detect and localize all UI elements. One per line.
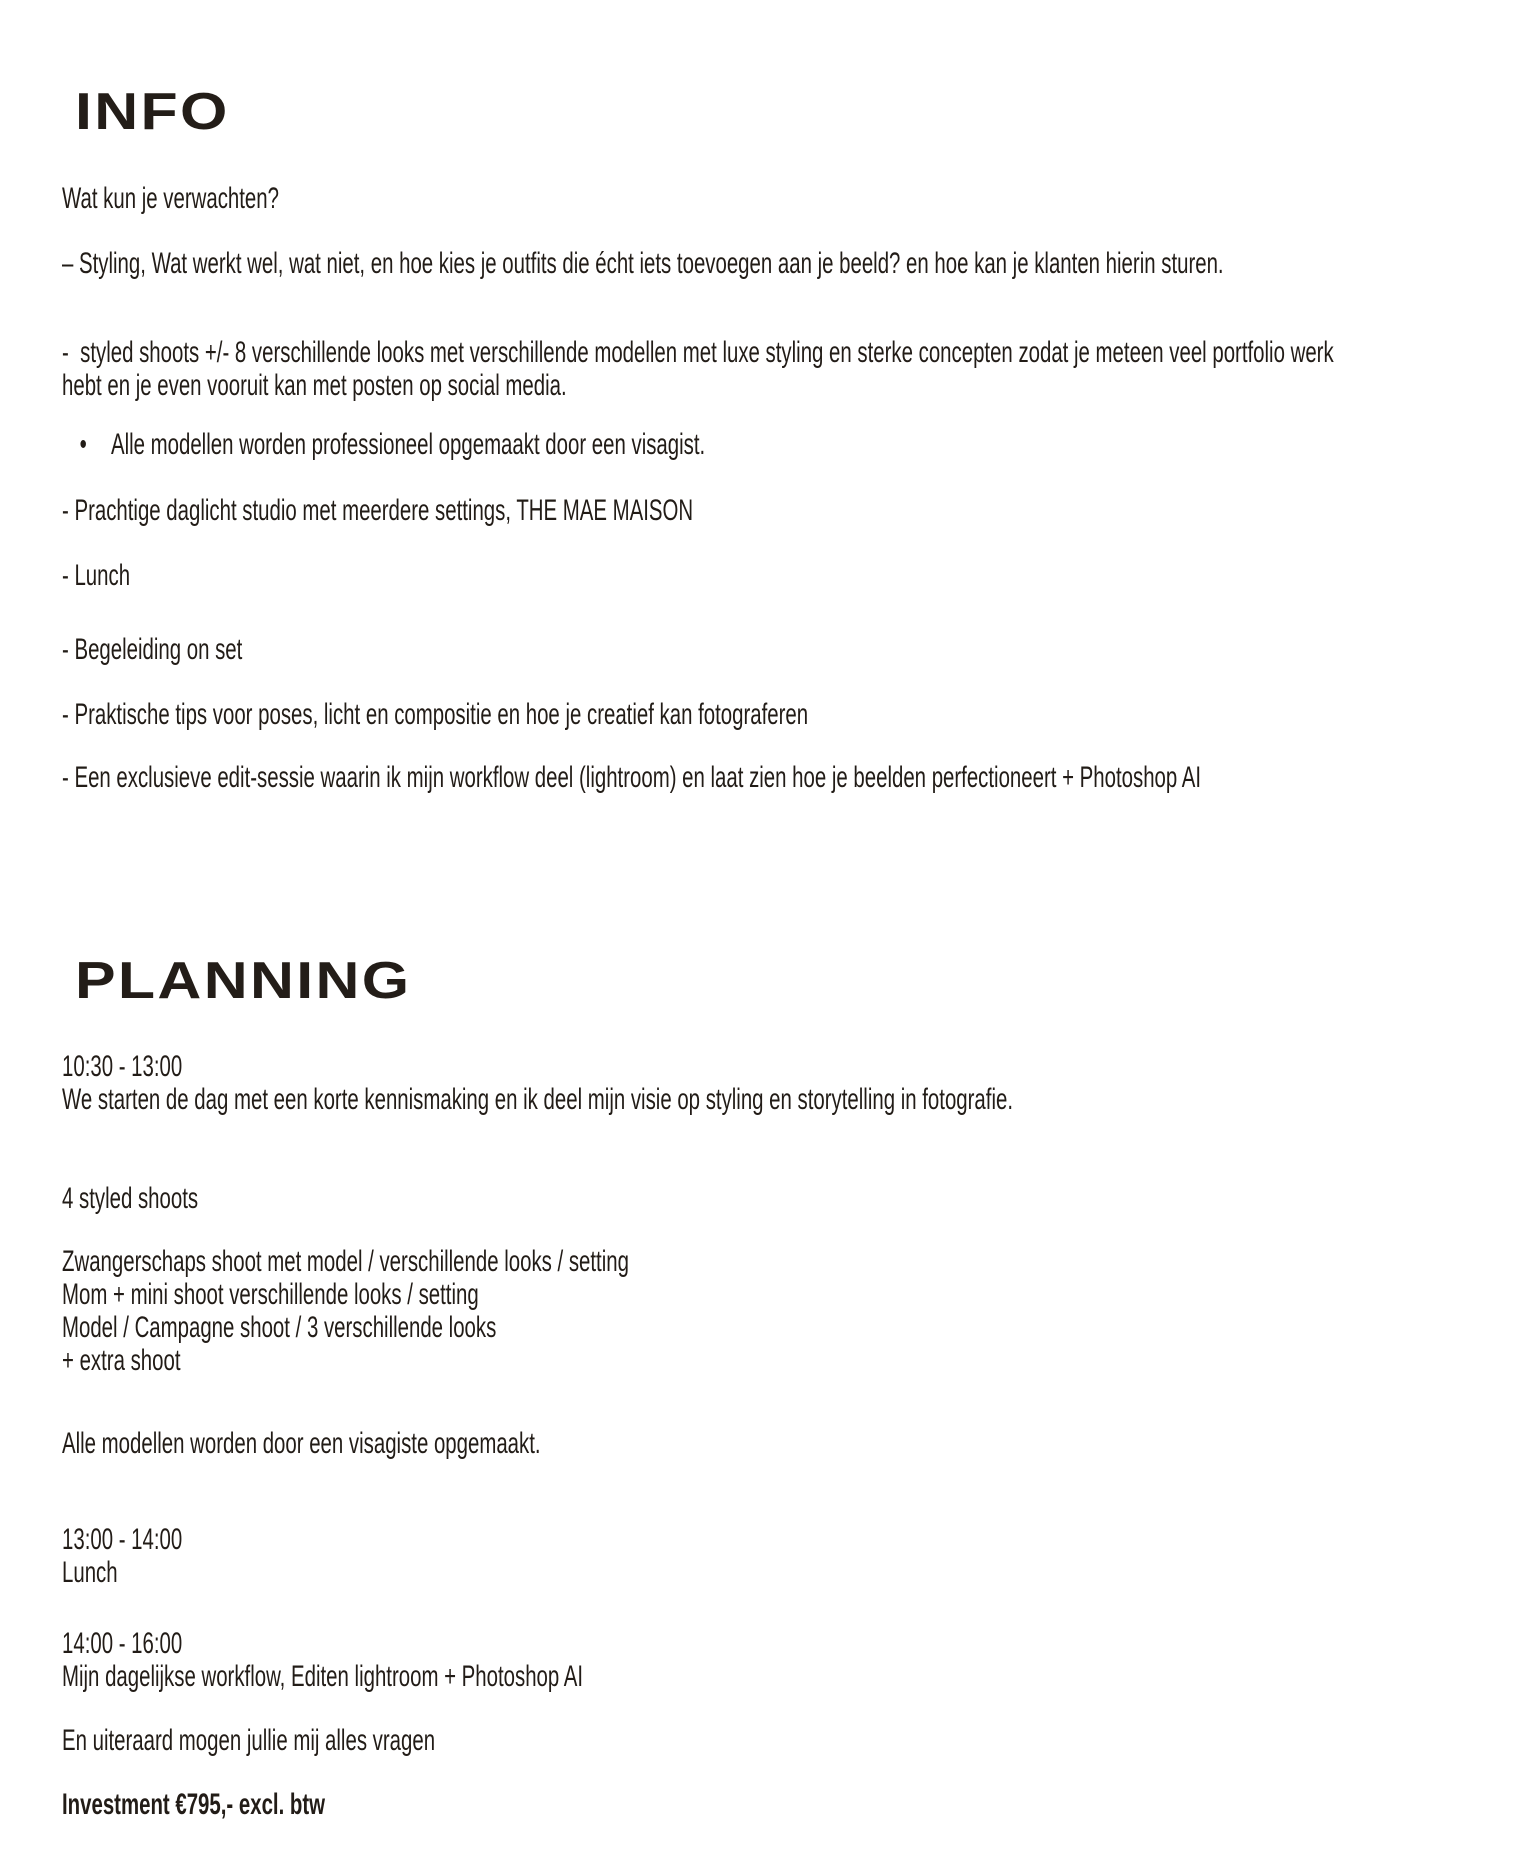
schedule-time: 14:00 - 16:00: [62, 1627, 183, 1660]
shoot-item-zwangerschap: Zwangerschaps shoot met model / verschillende looks / setting: [62, 1245, 629, 1278]
schedule-block-morning: [62, 1050, 1460, 1116]
planning-section-body: [62, 1050, 1460, 1821]
schedule-time: 13:00 - 14:00: [62, 1523, 183, 1556]
shoots-title: 4 styled shoots: [62, 1182, 199, 1215]
info-intro-question: Wat kun je verwachten?: [62, 182, 279, 215]
info-styling-paragraph: – Styling, Wat werkt wel, wat niet, en hoe kies je outfits die écht iets toevoegen aan je beeld? en hoe kan je klanten hierin sturen.: [62, 247, 1224, 280]
info-styled-shoots-paragraph: - styled shoots +/- 8 verschillende looks met verschillende modellen met luxe styling en sterke concepten zodat je meteen veel portfolio werk hebt en je even vooruit kan met posten op social media.: [62, 336, 1340, 402]
info-section-body: [62, 182, 1460, 794]
schedule-description: Lunch: [62, 1556, 118, 1589]
planning-section-heading: PLANNING: [75, 952, 412, 1010]
schedule-description: We starten de dag met een korte kennismaking en ik deel mijn visie op styling en storytelling in fotografie.: [62, 1083, 1013, 1116]
shoot-item-model-campagne: Model / Campagne shoot / 3 verschillende looks: [62, 1311, 497, 1344]
questions-note: En uiteraard mogen jullie mij alles vragen: [62, 1724, 436, 1757]
shoots-list: [62, 1245, 1460, 1377]
info-section-heading: INFO: [75, 83, 230, 141]
info-bullet-item: [62, 428, 1460, 461]
info-list-item-tips: - Praktische tips voor poses, licht en compositie en hoe je creatief kan fotograferen: [62, 698, 809, 731]
shoot-item-extra: + extra shoot: [62, 1344, 181, 1377]
info-list-item-studio: - Prachtige daglicht studio met meerdere settings, THE MAE MAISON: [62, 494, 694, 527]
document-page: [0, 85, 1523, 1821]
bullet-icon: •: [79, 428, 87, 461]
investment-price: Investment €795,- excl. btw: [62, 1788, 326, 1821]
info-list-item-lunch: - Lunch: [62, 559, 131, 592]
info-bullet-text: Alle modellen worden professioneel opgemaakt door een visagist.: [110, 428, 706, 461]
makeup-note: Alle modellen worden door een visagiste opgemaakt.: [62, 1427, 541, 1460]
info-list-item-begeleiding: - Begeleiding on set: [62, 633, 243, 666]
schedule-block-lunch: [62, 1523, 1460, 1589]
schedule-time: 10:30 - 13:00: [62, 1050, 183, 1083]
schedule-description: Mijn dagelijkse workflow, Editen lightroom + Photoshop AI: [62, 1660, 584, 1693]
shoot-item-mom-mini: Mom + mini shoot verschillende looks / setting: [62, 1278, 479, 1311]
info-list-item-edit-sessie: - Een exclusieve edit-sessie waarin ik mijn workflow deel (lightroom) en laat zien hoe je beelden perfectioneert + Photoshop AI: [62, 761, 1202, 794]
schedule-block-afternoon: [62, 1627, 1460, 1693]
